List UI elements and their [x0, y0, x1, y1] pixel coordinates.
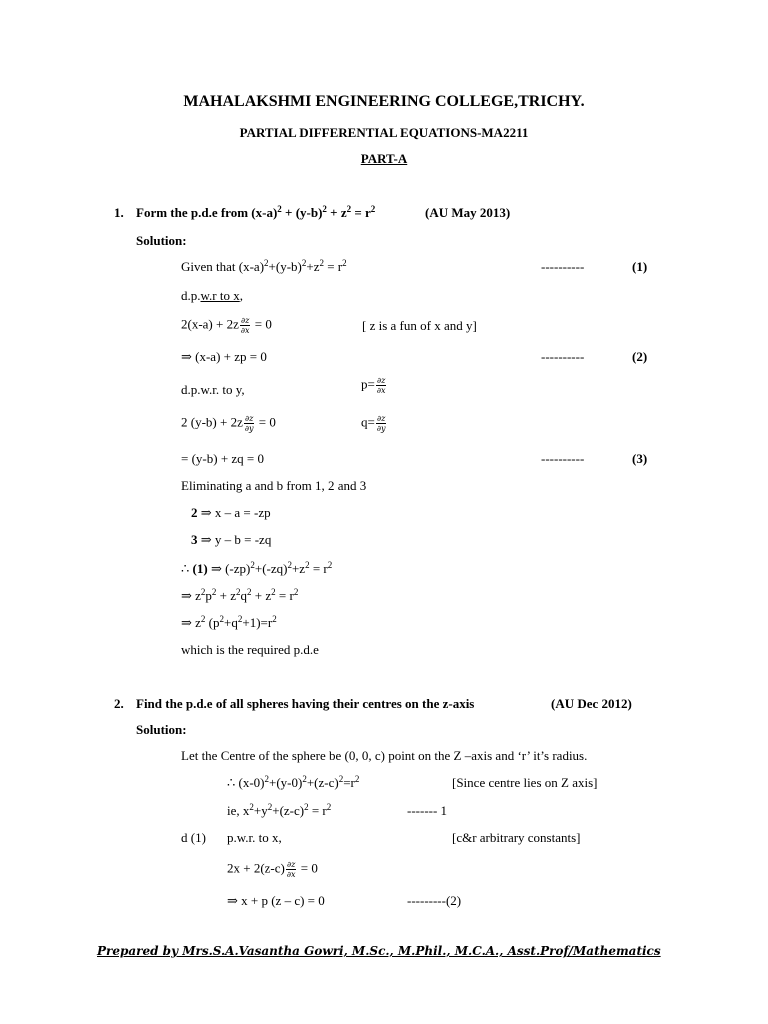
q1-line-dpwry: d.p.w.r. to y,	[181, 382, 245, 397]
part-heading: PART-A	[360, 151, 408, 166]
question-1-number: 1.	[114, 205, 124, 220]
q2-line-eq2: ⇒ x + p (z – c) = 0	[227, 893, 325, 908]
q1-dash-2: ----------	[541, 349, 585, 364]
q1-line-diff-y: 2 (y-b) + 2z $\frac{\partial z}{\partial y}$ = 0	[181, 414, 276, 433]
q1-line-diff-x: 2(x-a) + 2z $\frac{\partial z}{\partial x}$ = 0	[181, 316, 272, 335]
q1-line-given: Given that $(x-a)^2+(y-b)^2+z^2 = r^2$	[181, 258, 347, 274]
q2-line-centre: Let the Centre of the sphere be (0, 0, c) point on the Z –axis and ‘r’ it’s radius.	[181, 748, 588, 763]
fraction-dz-dy: $\frac{\partial z}{\partial y}$	[244, 414, 254, 433]
q2-line-diff-x: 2x + 2(z-c) $\frac{\partial z}{\partial x}$ = 0	[227, 860, 318, 879]
q1-line-eq2: ⇒ (x-a) + zp = 0	[181, 349, 267, 364]
question-2-source: (AU Dec 2012)	[551, 696, 632, 711]
q1-eq-label-1: (1)	[632, 259, 648, 274]
q1-dash-1: ----------	[541, 259, 585, 274]
fraction-dz-dx: $\frac{\partial z}{\partial x}$	[286, 860, 296, 879]
q1-line-substitute: ∴ (1) ⇒ $(-zp)^2+(-zq)^2+z^2 = r^2$	[181, 560, 333, 576]
q2-ref-1: ------- 1	[407, 803, 448, 818]
q2-line-d1: d (1)	[181, 830, 206, 845]
question-1-source: (AU May 2013)	[425, 205, 511, 220]
q1-eq-label-3: (3)	[632, 451, 648, 466]
q2-line-pwrx: p.w.r. to x,	[227, 830, 282, 845]
q2-note-centre: [Since centre lies on Z axis]	[452, 775, 598, 790]
subject-title: PARTIAL DIFFERENTIAL EQUATIONS-MA2211	[239, 125, 529, 140]
q1-note-z-function: [ z is a fun of x and y]	[362, 318, 477, 333]
fraction-dz-dx: $\frac{\partial z}{\partial x}$	[240, 316, 250, 335]
q1-line-conclusion: which is the required p.d.e	[181, 642, 319, 657]
question-2-title: Find the p.d.e of all spheres having their centres on the z-axis	[136, 696, 475, 711]
footer-credit: Prepared by Mrs.S.A.Vasantha Gowri, M.Sc., M.Phil., M.C.A., Asst.Prof/Mathematics	[97, 944, 661, 958]
question-1-solution-label: Solution:	[136, 233, 187, 248]
q1-q-definition: q= $\frac{\partial z}{\partial y}$	[361, 414, 386, 433]
q1-line-eq3: = (y-b) + zq = 0	[181, 451, 265, 466]
question-2-solution-label: Solution:	[136, 722, 187, 737]
fraction-dz-dy: $\frac{\partial z}{\partial y}$	[376, 414, 386, 433]
q1-p-definition: p= $\frac{\partial z}{\partial x}$	[361, 376, 386, 395]
q2-line-sphere-eq: ∴ $(x-0)^2+(y-0)^2+(z-c)^2=r^2$	[227, 774, 360, 790]
question-2-number: 2.	[114, 696, 124, 711]
q1-line-from-2: 2 ⇒ x – a = -zp	[191, 505, 271, 520]
college-title: MAHALAKSHMI ENGINEERING COLLEGE,TRICHY.	[183, 93, 585, 110]
q2-note-constants: [c&r arbitrary constants]	[452, 830, 581, 845]
q1-line-eliminating: Eliminating a and b from 1, 2 and 3	[181, 478, 367, 493]
fraction-dz-dx: $\frac{\partial z}{\partial x}$	[376, 376, 386, 395]
q1-dash-3: ----------	[541, 451, 585, 466]
q1-eq-label-2: (2)	[632, 349, 648, 364]
q2-line-ie: ie, $x^2+y^2+(z-c)^2 = r^2$	[227, 802, 332, 818]
q1-line-from-3: 3 ⇒ y – b = -zq	[191, 532, 272, 547]
q1-line-expand: ⇒ $z^2p^2 + z^2q^2 + z^2 = r^2$	[181, 587, 299, 603]
q1-line-factor: ⇒ $z^2$ $(p^2+q^2+1)=r^2$	[181, 614, 277, 630]
question-1-title: Form the p.d.e from $(x-a)^2 + (y-b)^2 + z^2 = r^2$	[136, 204, 376, 220]
q2-ref-2: ---------(2)	[407, 893, 462, 908]
q1-line-dpwrx: d.p.w.r to x,	[181, 288, 243, 303]
